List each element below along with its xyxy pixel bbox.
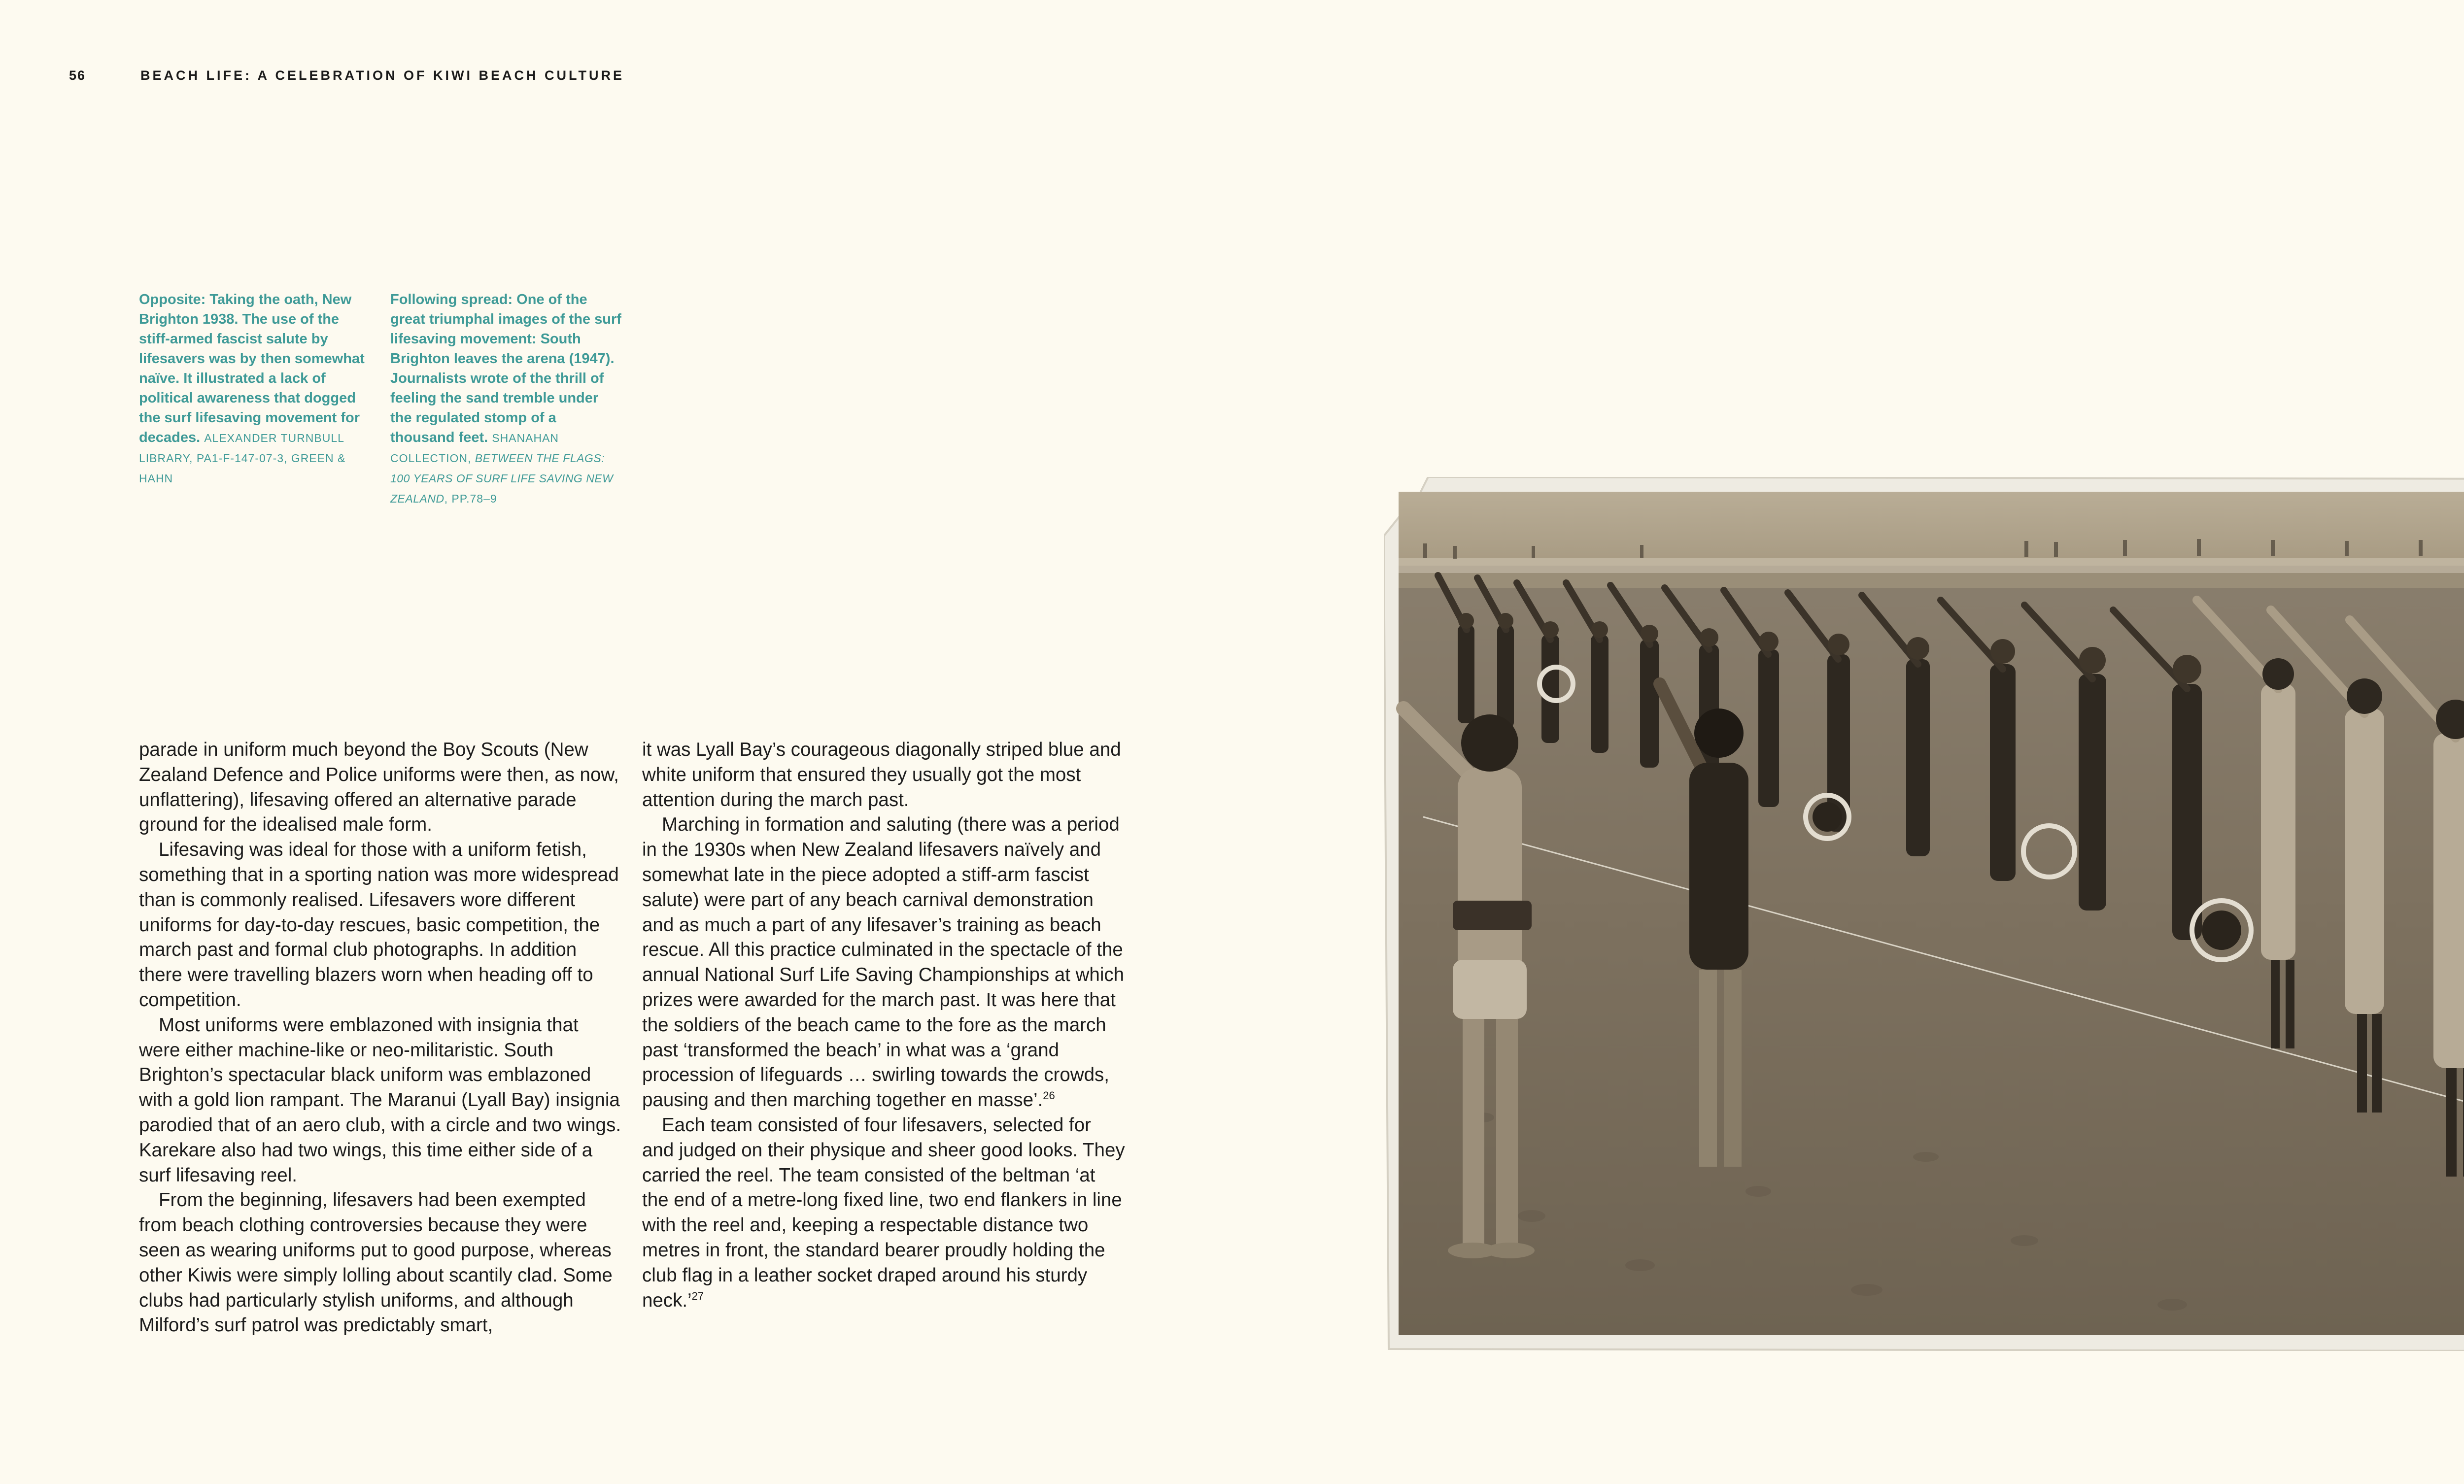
caption-body: One of the great triumphal images of the surf lifesaving movement: South Brighton leaves the arena (1947). Journalists wrote of the thrill of feeling the sand tremble under the regulated stomp of a thousand feet. <box>390 292 621 445</box>
paragraph <box>642 1113 1125 1313</box>
paragraph <box>642 812 1125 1113</box>
sepia-photo-lifesavers-saluting <box>1384 477 2464 1351</box>
paragraph: Lifesaving was ideal for those with a uniform fetish, something that in a sporting nation was more widespread than is commonly realised. Lifesavers wore different uniforms for day-to-day rescues, basic competition, the march past and formal club photographs. In addition there were travelling blazers worn when heading off to competition. <box>139 839 619 1011</box>
paragraph: parade in uniform much beyond the Boy Scouts (New Zealand Defence and Police uniforms were then, as now, unflattering), lifesaving offered an alternative parade ground for the idealised male form. <box>139 739 619 836</box>
credit-book-title: BETWEEN THE FLAGS: 100 YEARS OF SURF LIFE SAVING NEW ZEALAND <box>390 452 614 505</box>
caption-credit: ALEXANDER TURNBULL LIBRARY, PA1-F-147-07-3, GREEN & HAHN <box>139 432 346 485</box>
credit-source: SHANAHAN COLLECTION, <box>390 432 559 465</box>
caption-opposite <box>139 290 371 488</box>
caption-body: Taking the oath, New Brighton 1938. The use of the stiff-armed fascist salute by lifesavers was by then somewhat naïve. It illustrated a lack of political awareness that dogged the surf lifesaving movement for decades. <box>139 292 365 445</box>
credit-pages: , PP.78–9 <box>444 492 497 505</box>
body-column-right <box>642 738 1125 1313</box>
paragraph: From the beginning, lifesavers had been exempted from beach clothing controversies because they were seen as wearing uniforms put to good purpose, whereas other Kiwis were simply lolling about scantily clad. Some clubs had particularly stylish uniforms, and although Milford’s surf patrol was predictably smart, <box>139 1189 613 1336</box>
page-number: 56 <box>69 68 86 83</box>
body-column-left <box>139 738 622 1338</box>
caption-lead: Following spread: <box>390 292 513 307</box>
endnote-ref: 26 <box>1043 1089 1055 1102</box>
paragraph-text: Marching in formation and saluting (there was a period in the 1930s when New Zealand lifesavers naïvely and somewhat late in the piece adopted a stiff-arm fascist salute) were part of any beach carnival demonstration and as much a part of any lifesaver’s training as beach rescue. All this practice culminated in the spectacle of the annual National Surf Life Saving Championships at which prizes were awarded for the march past. It was here that the soldiers of the beach came to the fore as the march past ‘transformed the beach’ in what was a ‘grand procession of lifeguards … swirling towards the crowds, pausing and then marching together en masse’. <box>642 814 1125 1111</box>
caption-lead: Opposite: <box>139 292 206 307</box>
paragraph: it was Lyall Bay’s courageous diagonally striped blue and white uniform that ensured they usually got the most attention during the march past. <box>642 739 1121 810</box>
running-header <box>69 68 624 83</box>
paragraph: Most uniforms were emblazoned with insignia that were either machine-like or neo-militaristic. South Brighton’s spectacular black uniform was emblazoned with a gold lion rampant. The Maranui (Lyall Bay) insignia parodied that of an aero club, with a circle and two wings. Karekare also had two wings, this time either side of a surf lifesaving reel. <box>139 1014 621 1186</box>
paragraph-text: Each team consisted of four lifesavers, selected for and judged on their physique and sheer good looks. They carried the reel. The team consisted of the beltman ‘at the end of a metre-long fixed line, two end flankers in line with the reel and, keeping a respectable distance two metres in front, the standard bearer proudly holding the club flag in a leather socket draped around his sturdy neck.’ <box>642 1114 1125 1311</box>
endnote-ref: 27 <box>691 1289 704 1302</box>
caption-following-spread <box>390 290 622 508</box>
running-title: BEACH LIFE: A CELEBRATION OF KIWI BEACH CULTURE <box>140 68 624 83</box>
